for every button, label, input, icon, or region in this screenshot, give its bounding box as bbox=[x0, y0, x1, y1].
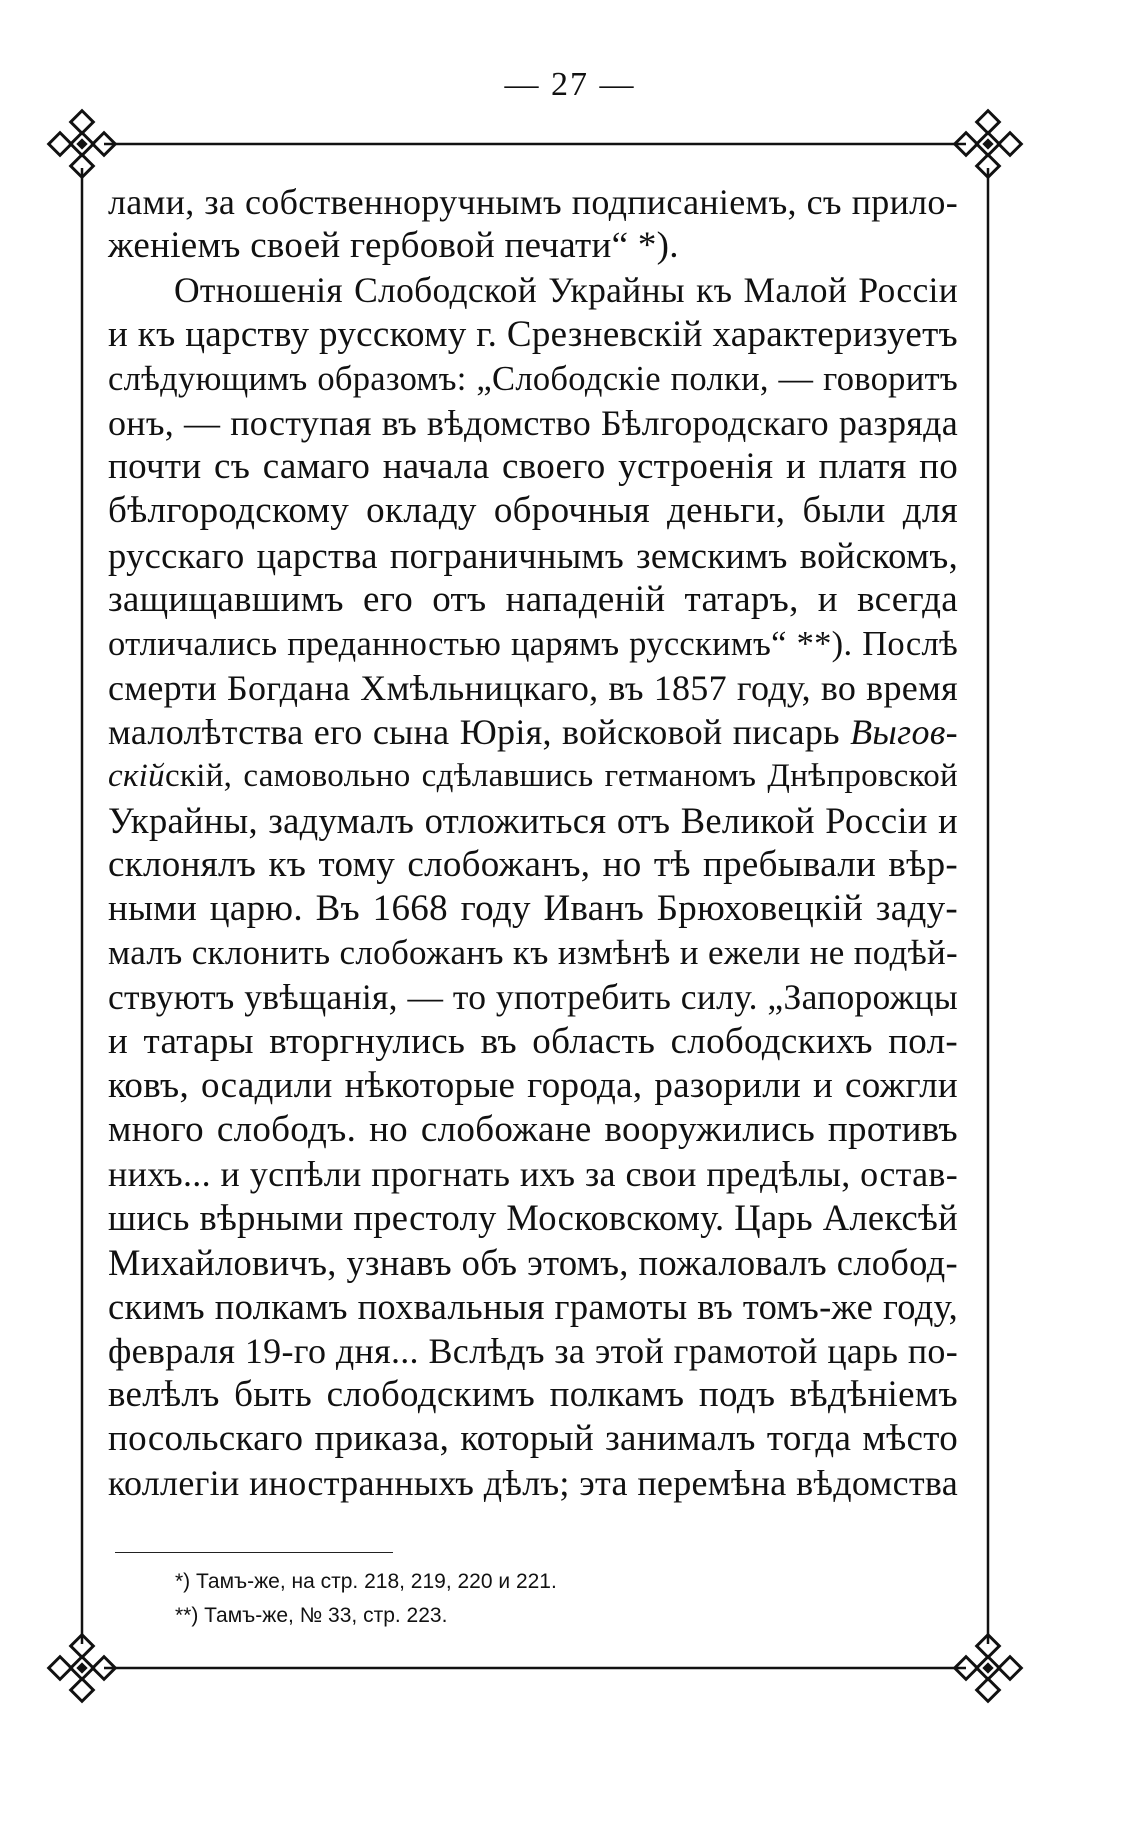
text-line: и къ царству русскому г. Срезневскій характеризуетъ bbox=[108, 313, 958, 355]
body-text bbox=[108, 180, 958, 1506]
footnotes bbox=[175, 1565, 875, 1633]
text-line: и татары вторгнулись въ область слободскихъ пол- bbox=[108, 1020, 958, 1062]
footnote-2: **) Тамъ-же, № 33, стр. 223. bbox=[175, 1604, 448, 1627]
text-line: защищавшимъ его отъ нападеній татаръ, и всегда bbox=[108, 578, 958, 620]
text-line: слѣдующимъ образомъ: „Слободскіе полки, — говоритъ bbox=[108, 359, 958, 398]
text-line: русскаго царства пограничнымъ земскимъ войскомъ, bbox=[108, 534, 958, 576]
italic-name-start: Выгов- bbox=[850, 712, 958, 753]
text-line: малъ склонить слобожанъ къ измѣнѣ и ежели не подѣй- bbox=[108, 933, 958, 973]
text-line: отличались преданностью царямъ русскимъ“ **). Послѣ bbox=[108, 624, 958, 663]
text-line: почти съ самаго начала своего устроенія и платя по bbox=[108, 446, 958, 488]
text-line: февраля 19-го дня... Вслѣдъ за этой грамотой царь по- bbox=[108, 1330, 958, 1371]
text-line: Отношенія Слободской Украйны къ Малой Россіи bbox=[174, 270, 958, 311]
footnote-divider bbox=[115, 1552, 393, 1553]
text-line: ковъ, осадили нѣкоторые города, разорили и сожгли bbox=[108, 1064, 958, 1106]
text-line-with-italic bbox=[108, 754, 958, 798]
text-line: бѣлгородскому окладу оброчныя деньги, были для bbox=[108, 490, 958, 532]
italic-name-end: скій bbox=[108, 758, 165, 795]
text-line: онъ, — поступая въ вѣдомство Бѣлгородскаго разряда bbox=[108, 402, 958, 443]
text-line: смерти Богдана Хмѣльницкаго, въ 1857 году, во время bbox=[108, 668, 958, 709]
text-line: Украйны, задумалъ отложиться отъ Великой Россіи и bbox=[108, 799, 958, 841]
text-line: много слободъ. но слобожане вооружились противъ bbox=[108, 1108, 958, 1150]
text-line-part: скій, самовольно сдѣлавшись гетманомъ Днѣпровской bbox=[164, 758, 958, 795]
text-line: склонялъ къ тому слобожанъ, но тѣ пребывали вѣр- bbox=[108, 843, 958, 885]
text-line: ствуютъ увѣщанія, — то употребить силу. „Запорожцы bbox=[108, 977, 958, 1018]
page-number: — 27 — bbox=[504, 66, 636, 103]
footnote-1: *) Тамъ-же, на стр. 218, 219, 220 и 221. bbox=[175, 1570, 557, 1593]
text-line: Михайловичъ, узнавъ объ этомъ, пожаловалъ слобод- bbox=[108, 1241, 958, 1283]
text-line: скимъ полкамъ похвальныя грамоты въ томъ-же году, bbox=[108, 1285, 958, 1327]
text-line: женіемъ своей гербовой печати“ *). bbox=[108, 225, 679, 267]
text-line-with-italic bbox=[108, 710, 958, 754]
text-line: шись вѣрными престолу Московскому. Царь Алексѣй bbox=[108, 1197, 958, 1239]
text-line: ными царю. Въ 1668 году Иванъ Брюховецкій заду- bbox=[108, 888, 958, 929]
text-line: велѣлъ быть слободскимъ полкамъ подъ вѣдѣніемъ bbox=[108, 1374, 958, 1416]
text-line: коллегіи иностранныхъ дѣлъ; эта перемѣна вѣдомства bbox=[108, 1463, 958, 1504]
text-line: посольскаго приказа, который занималъ тогда мѣсто bbox=[108, 1418, 958, 1460]
text-line-part: малолѣтства его сына Юрія, войсковой писарь bbox=[108, 712, 840, 753]
text-line: лами, за собственноручнымъ подписаніемъ, съ прило- bbox=[108, 182, 958, 222]
text-line: нихъ... и успѣли прогнать ихъ за свои предѣлы, остав- bbox=[108, 1154, 958, 1195]
